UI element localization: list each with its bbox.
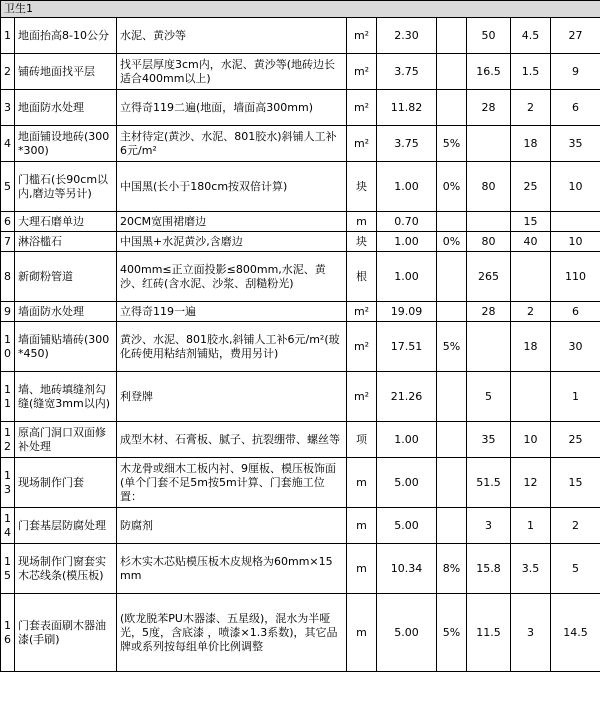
item-name: 新砌粉管道 [15,252,117,302]
item-description: 木龙骨或细木工板内衬、9厘板、模压板饰面(单个门套不足5m按5m计算、门套施工位置： [117,458,347,508]
item-price-2: 1 [511,508,551,544]
item-quantity: 5.00 [377,458,437,508]
item-loss-rate [437,508,467,544]
item-quantity: 3.75 [377,54,437,90]
table-row [1,54,600,90]
item-price-3: 15 [551,458,600,508]
item-price-1: 16.5 [467,54,511,90]
item-quantity: 5.00 [377,508,437,544]
item-loss-rate [437,252,467,302]
table-row [1,508,600,544]
item-number: 9 [1,302,15,322]
item-price-2: 18 [511,322,551,372]
item-price-1: 265 [467,252,511,302]
item-price-3: 30 [551,322,600,372]
item-loss-rate [437,54,467,90]
item-loss-rate: 8% [437,544,467,594]
item-name: 门套基层防腐处理 [15,508,117,544]
item-loss-rate: 0% [437,162,467,212]
item-price-1 [467,212,511,232]
table-row [1,126,600,162]
table-row [1,302,600,322]
item-unit: m² [347,18,377,54]
item-unit: m² [347,302,377,322]
item-description: 20CM宽围裙磨边 [117,212,347,232]
item-price-2: 3.5 [511,544,551,594]
item-price-1: 35 [467,422,511,458]
item-number: 7 [1,232,15,252]
table-row [1,252,600,302]
item-quantity: 17.51 [377,322,437,372]
item-price-1: 28 [467,302,511,322]
item-price-2: 12 [511,458,551,508]
item-price-3: 6 [551,90,600,126]
item-number: 13 [1,458,15,508]
item-price-3: 14.5 [551,594,600,672]
item-quantity: 21.26 [377,372,437,422]
item-price-3: 35 [551,126,600,162]
item-price-2: 18 [511,126,551,162]
item-price-3: 9 [551,54,600,90]
item-loss-rate [437,18,467,54]
item-loss-rate [437,422,467,458]
item-price-3: 110 [551,252,600,302]
item-unit: 项 [347,422,377,458]
item-description: 中国黑(长小于180cm按双倍计算) [117,162,347,212]
item-price-3: 10 [551,232,600,252]
table-row [1,162,600,212]
item-price-2 [511,252,551,302]
item-description: 主材待定(黄沙、水泥、801胶水)斜铺人工补6元/m² [117,126,347,162]
item-price-3: 5 [551,544,600,594]
item-price-1: 5 [467,372,511,422]
item-price-1: 15.8 [467,544,511,594]
item-number: 12 [1,422,15,458]
item-unit: m² [347,54,377,90]
item-price-1: 80 [467,162,511,212]
item-unit: m [347,544,377,594]
item-quantity: 1.00 [377,232,437,252]
item-price-3: 10 [551,162,600,212]
item-unit: 根 [347,252,377,302]
item-name: 门套表面刷木器油漆(手刷) [15,594,117,672]
item-number: 3 [1,90,15,126]
table-row [1,372,600,422]
item-quantity: 19.09 [377,302,437,322]
table-row [1,90,600,126]
table-row [1,544,600,594]
item-quantity: 11.82 [377,90,437,126]
item-number: 2 [1,54,15,90]
item-number: 6 [1,212,15,232]
item-description: 杉木实木芯贴模压板木皮规格为60mm×15mm [117,544,347,594]
item-price-2: 4.5 [511,18,551,54]
item-price-1: 80 [467,232,511,252]
item-price-1 [467,126,511,162]
item-price-2: 2 [511,302,551,322]
item-price-3: 25 [551,422,600,458]
item-price-1: 51.5 [467,458,511,508]
item-number: 10 [1,322,15,372]
item-name: 现场制作门套 [15,458,117,508]
item-unit: 块 [347,162,377,212]
item-loss-rate [437,90,467,126]
item-description: 黄沙、水泥、801胶水,斜铺人工补6元/m²(玻化砖使用粘结剂铺贴，费用另计) [117,322,347,372]
section-header-row [1,1,600,18]
item-price-2: 15 [511,212,551,232]
item-name: 墙面铺贴墙砖(300*450) [15,322,117,372]
item-unit: m² [347,90,377,126]
item-price-3: 1 [551,372,600,422]
item-name: 淋浴槛石 [15,232,117,252]
item-quantity: 2.30 [377,18,437,54]
item-name: 地面铺设地砖(300*300) [15,126,117,162]
item-name: 墙面防水处理 [15,302,117,322]
item-loss-rate: 5% [437,126,467,162]
item-description: 立得奇119一遍 [117,302,347,322]
item-loss-rate [437,212,467,232]
item-name: 大理石磨单边 [15,212,117,232]
item-loss-rate: 5% [437,594,467,672]
item-number: 4 [1,126,15,162]
item-name: 地面抬高8-10公分 [15,18,117,54]
item-quantity: 1.00 [377,422,437,458]
item-loss-rate: 5% [437,322,467,372]
item-price-3: 6 [551,302,600,322]
item-quantity: 1.00 [377,252,437,302]
item-price-3 [551,212,600,232]
item-price-1: 50 [467,18,511,54]
item-loss-rate [437,372,467,422]
item-quantity: 5.00 [377,594,437,672]
item-description: 成型木材、石膏板、腻子、抗裂绷带、螺丝等 [117,422,347,458]
table-row [1,422,600,458]
item-number: 8 [1,252,15,302]
item-number: 16 [1,594,15,672]
item-unit: m [347,212,377,232]
item-description: 中国黑+水泥黄沙,含磨边 [117,232,347,252]
item-name: 门槛石(长90cm以内,磨边等另计) [15,162,117,212]
table-row [1,212,600,232]
item-number: 11 [1,372,15,422]
item-quantity: 0.70 [377,212,437,232]
item-number: 1 [1,18,15,54]
item-price-1: 3 [467,508,511,544]
item-number: 14 [1,508,15,544]
item-price-2: 40 [511,232,551,252]
table-row [1,458,600,508]
item-unit: m [347,508,377,544]
item-price-2: 10 [511,422,551,458]
item-quantity: 10.34 [377,544,437,594]
item-description: (欧龙脱苯PU木器漆、五星级)，混水为半哑光，5度，含底漆 ，喷漆×1.3系数)，其它品牌或系列按每组单价比例调整 [117,594,347,672]
table-row [1,322,600,372]
item-number: 15 [1,544,15,594]
item-unit: m² [347,372,377,422]
item-price-3: 27 [551,18,600,54]
item-quantity: 1.00 [377,162,437,212]
item-name: 原高门洞口双面修补处理 [15,422,117,458]
item-price-2 [511,372,551,422]
table-row [1,232,600,252]
item-unit: m [347,458,377,508]
item-name: 现场制作门窗套实木芯线条(模压板) [15,544,117,594]
item-name: 墙、地砖填缝剂勾缝(缝宽3mm以内) [15,372,117,422]
item-unit: m² [347,126,377,162]
item-description: 立得奇119二遍(地面，墙面高300mm) [117,90,347,126]
item-price-2: 1.5 [511,54,551,90]
item-name: 地面防水处理 [15,90,117,126]
item-price-1 [467,322,511,372]
item-description: 400mm≤正立面投影≤800mm,水泥、黄沙、红砖(含水泥、沙浆、刮糙粉光) [117,252,347,302]
item-price-3: 2 [551,508,600,544]
item-description: 防腐剂 [117,508,347,544]
item-description: 水泥、黄沙等 [117,18,347,54]
item-description: 找平层厚度3cm内，水泥、黄沙等(地砖边长适合400mm以上) [117,54,347,90]
item-number: 5 [1,162,15,212]
section-title: 卫生1 [1,1,600,18]
item-unit: 块 [347,232,377,252]
table-row [1,18,600,54]
item-unit: m [347,594,377,672]
item-price-2: 25 [511,162,551,212]
table-row [1,594,600,672]
item-price-2: 3 [511,594,551,672]
item-name: 铺砖地面找平层 [15,54,117,90]
item-price-2: 2 [511,90,551,126]
item-loss-rate [437,302,467,322]
item-price-1: 28 [467,90,511,126]
item-loss-rate [437,458,467,508]
item-loss-rate: 0% [437,232,467,252]
item-unit: m² [347,322,377,372]
item-description: 利登牌 [117,372,347,422]
item-quantity: 3.75 [377,126,437,162]
item-price-1: 11.5 [467,594,511,672]
